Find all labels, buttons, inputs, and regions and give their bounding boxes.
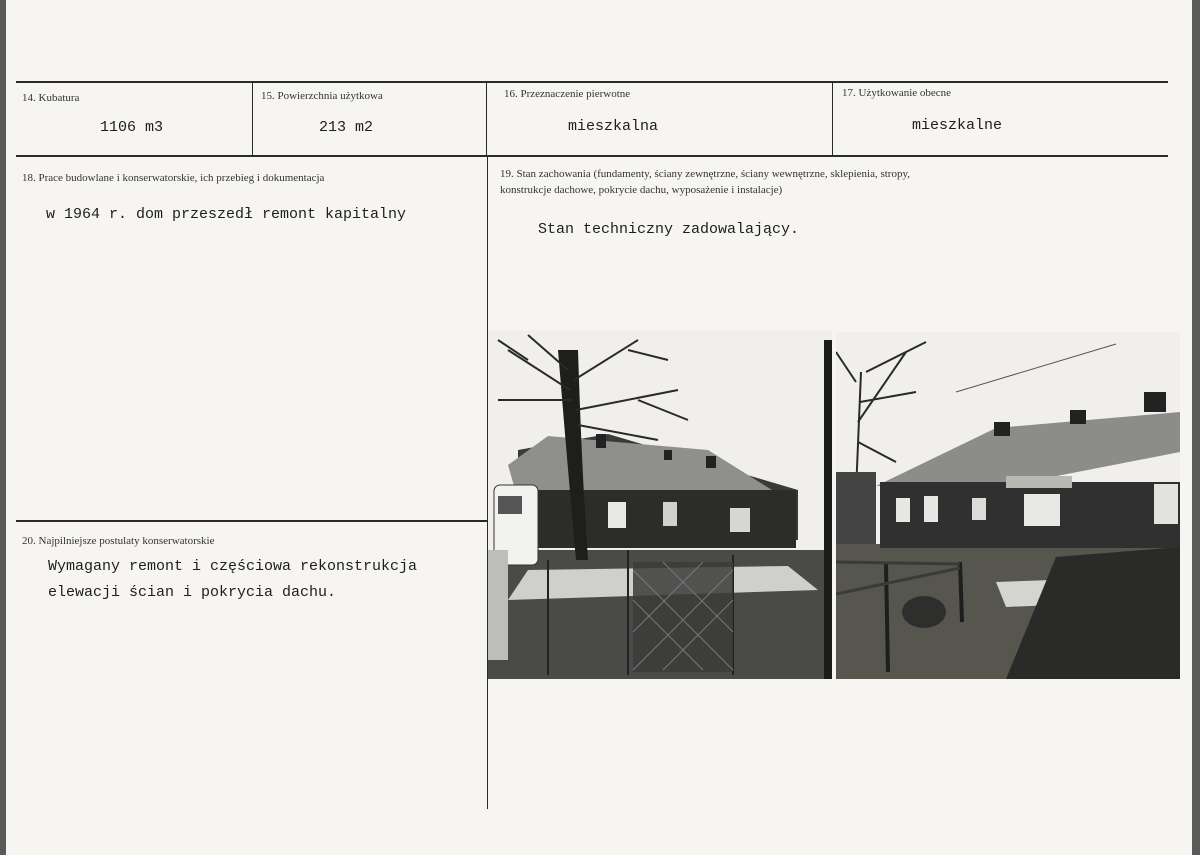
stan-label-line2: konstrukcje dachowe, pokrycie dachu, wyposażenie i instalacje) [500, 184, 783, 196]
uzytkowanie-value: mieszkalne [912, 117, 1003, 134]
prace-value: w 1964 r. dom przeszedł remont kapitalny [46, 206, 407, 223]
photo-house-2 [836, 332, 1180, 679]
divider-14-15 [252, 83, 253, 156]
record-card [6, 0, 1192, 855]
postulaty-value-line2: elewacji ścian i pokrycia dachu. [48, 584, 337, 601]
postulaty-label: 20. Najpilniejsze postulaty konserwatorskie [22, 535, 215, 547]
photo-house-1 [488, 330, 832, 679]
top-rule [16, 81, 1168, 83]
stan-value: Stan techniczny zadowalający. [538, 221, 800, 238]
kubatura-label: 14. Kubatura [22, 92, 80, 104]
powierzchnia-value: 213 m2 [319, 119, 374, 136]
kubatura-value: 1106 m3 [100, 119, 164, 136]
prace-label: 18. Prace budowlane i konserwatorskie, ich przebieg i dokumentacja [22, 172, 325, 184]
section-20-rule [16, 520, 488, 522]
divider-15-16 [486, 83, 487, 156]
header-bottom-rule [16, 155, 1168, 157]
postulaty-value-line1: Wymagany remont i częściowa rekonstrukcja [48, 558, 418, 575]
przeznaczenie-label: 16. Przeznaczenie pierwotne [504, 88, 631, 100]
powierzchnia-label: 15. Powierzchnia użytkowa [261, 90, 383, 102]
przeznaczenie-value: mieszkalna [568, 118, 659, 135]
uzytkowanie-label: 17. Użytkowanie obecne [842, 87, 952, 99]
divider-16-17 [832, 83, 833, 156]
stan-label-line1: 19. Stan zachowania (fundamenty, ściany zewnętrzne, ściany wewnętrzne, sklepienia, stropy, [500, 168, 911, 180]
